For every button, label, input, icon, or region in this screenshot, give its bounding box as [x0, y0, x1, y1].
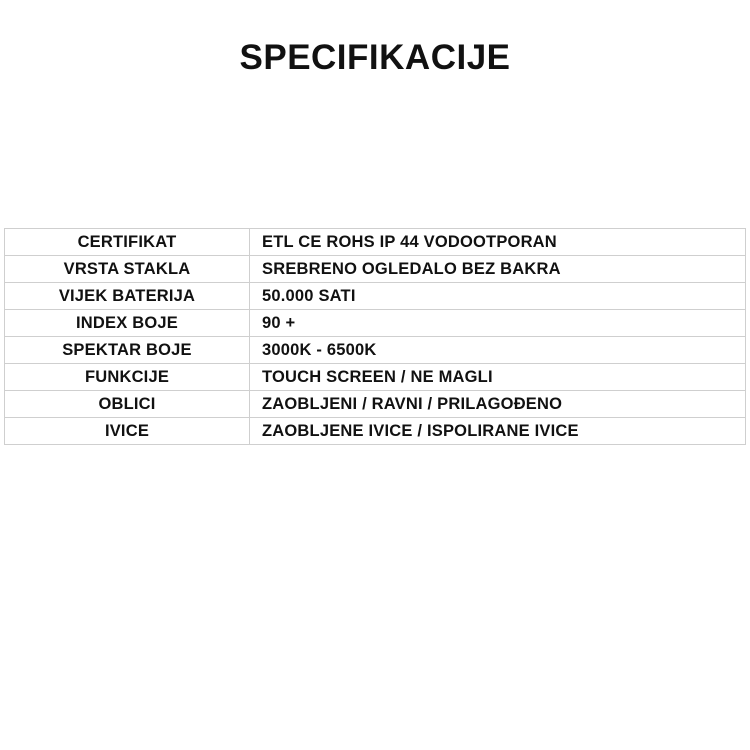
table-row: [5, 310, 746, 337]
spec-label: INDEX BOJE: [5, 310, 250, 337]
spec-value: ETL CE ROHS IP 44 VODOOTPORAN: [250, 229, 746, 256]
table-row: [5, 337, 746, 364]
spec-label: CERTIFIKAT: [5, 229, 250, 256]
spec-value: TOUCH SCREEN / NE MAGLI: [250, 364, 746, 391]
spec-label: VRSTA STAKLA: [5, 256, 250, 283]
spec-value: ZAOBLJENE IVICE / ISPOLIRANE IVICE: [250, 418, 746, 445]
table-row: [5, 229, 746, 256]
spec-label: FUNKCIJE: [5, 364, 250, 391]
table-row: [5, 256, 746, 283]
table-row: [5, 418, 746, 445]
spec-value: ZAOBLJENI / RAVNI / PRILAGOĐENO: [250, 391, 746, 418]
specifications-table: [4, 228, 746, 445]
spec-value: 3000K - 6500K: [250, 337, 746, 364]
specifications-table-body: [5, 229, 746, 445]
spec-label: SPEKTAR BOJE: [5, 337, 250, 364]
page-title: SPECIFIKACIJE: [239, 38, 511, 77]
table-row: [5, 283, 746, 310]
spec-label: IVICE: [5, 418, 250, 445]
spec-label: VIJEK BATERIJA: [5, 283, 250, 310]
table-row: [5, 391, 746, 418]
spec-label: OBLICI: [5, 391, 250, 418]
spec-value: 50.000 SATI: [250, 283, 746, 310]
spec-value: 90 +: [250, 310, 746, 337]
table-row: [5, 364, 746, 391]
spec-value: SREBRENO OGLEDALO BEZ BAKRA: [250, 256, 746, 283]
